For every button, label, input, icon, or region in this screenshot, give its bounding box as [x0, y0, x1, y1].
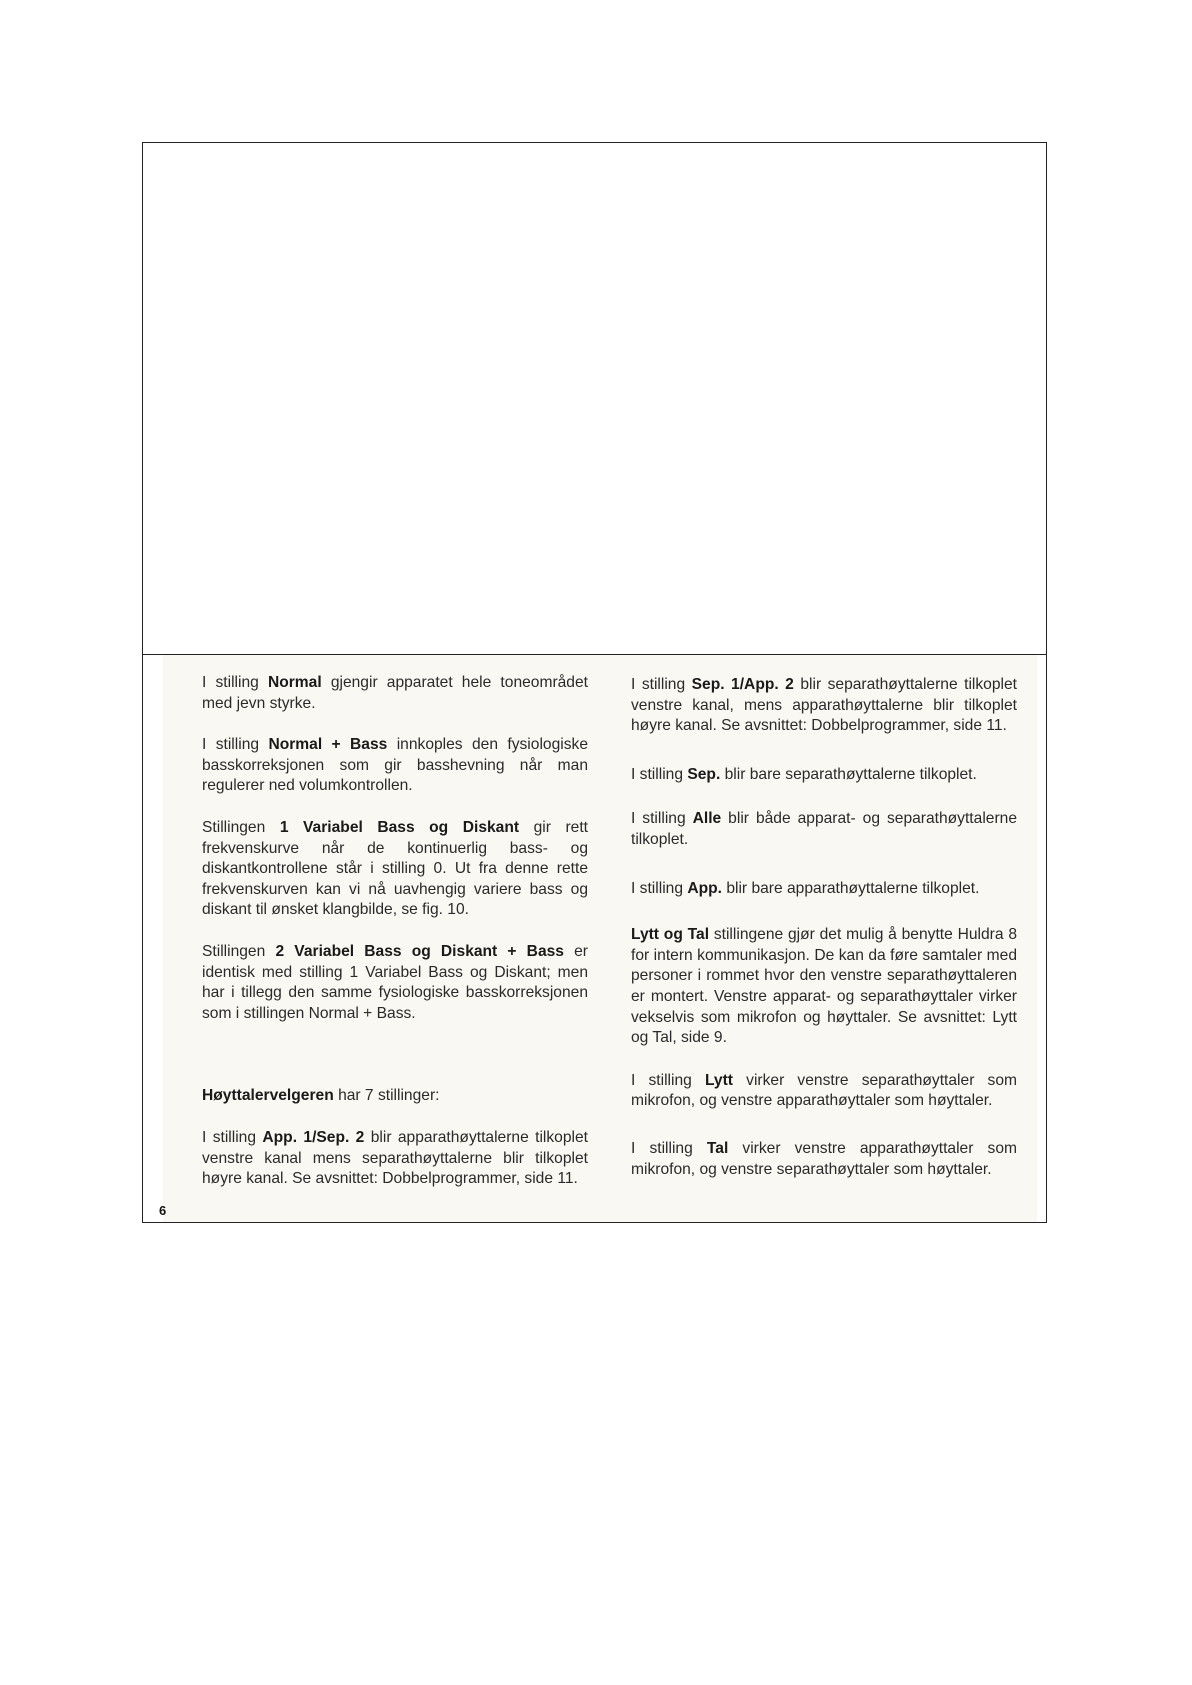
paragraph	[631, 765, 1017, 786]
blank-figure-area	[143, 143, 1046, 654]
bold-term: App. 1/Sep. 2	[262, 1128, 365, 1146]
paragraph	[631, 1139, 1017, 1180]
paragraph-text: I stilling	[631, 810, 693, 828]
page-number: 6	[159, 1203, 167, 1218]
paragraph-text: blir bare separathøyttalerne tilkoplet.	[720, 765, 977, 783]
paragraph-text: blir separathøyttalerne tilkoplet venstre kanal, mens apparathøyttalerne blir tilkoplet høyre kanal. Se avsnittet: Dobbelprogrammer, side 11.	[631, 676, 1017, 735]
paragraph-text: gjengir apparatet hele toneområdet med jevn styrke.	[202, 674, 588, 712]
bold-term: Sep.	[687, 765, 721, 783]
paragraph-text: gir rett frekvenskurve når de kontinuerlig bass- og diskantkontrollene står i stilling 0. Ut fra denne rette frekvenskurven kan vi nå uavhengig variere bass og diskant til ønsket klangbilde, se fig. 10.	[202, 818, 588, 919]
bold-term: 1 Variabel Bass og Diskant	[279, 818, 520, 836]
paragraph	[202, 818, 588, 921]
paragraph-text: er identisk med stilling 1 Variabel Bass og Diskant; men har i tillegg den samme fysiologiske basskorreksjonen som i stillingen Normal + Bass.	[202, 942, 588, 1022]
bold-term: App.	[687, 879, 722, 897]
paragraph-text: blir både apparat- og separathøyttalerne tilkoplet.	[631, 810, 1017, 848]
paragraph-text: Stillingen	[202, 942, 276, 960]
paragraph	[631, 925, 1017, 1049]
paragraph-text: virker venstre apparathøyttaler som mikrofon, og venstre separathøyttaler som høyttaler.	[631, 1139, 1017, 1178]
paragraph-text: har 7 stillinger:	[333, 1087, 440, 1105]
paragraph-text: I stilling	[631, 879, 688, 897]
paragraph-text: I stilling	[202, 674, 268, 691]
paragraph	[202, 673, 588, 714]
paragraph-text: I stilling	[631, 1139, 707, 1157]
scanned-text-page	[163, 655, 1037, 1222]
paragraph-text: blir bare apparathøyttalerne tilkoplet.	[722, 879, 980, 897]
paragraph	[631, 809, 1017, 850]
paragraph-text: I stilling	[631, 676, 692, 693]
bold-term: Normal + Bass	[268, 736, 388, 754]
paragraph-text: innkoples den fysiologiske basskorreksjonen som gir basshevning når man regulerer ned volumkontrollen.	[202, 736, 588, 795]
paragraph	[631, 675, 1017, 737]
paragraph-text: I stilling	[202, 1128, 263, 1146]
paragraph-text: I stilling	[631, 765, 688, 783]
paragraph-text: virker venstre separathøyttaler som mikrofon, og venstre apparathøyttaler som høyttaler.	[631, 1071, 1017, 1110]
bold-term: Lytt og Tal	[631, 926, 710, 944]
paragraph-text: Stillingen	[202, 818, 280, 836]
paragraph	[631, 1071, 1017, 1112]
paragraph-text: stillingene gjør det mulig å benytte Huldra 8 for intern kommunikasjon. De kan da føre samtaler med personer i rommet hvor den venstre separathøyttaleren er montert. Venstre apparat- og separathøyttaler virker vekselvis som mikrofon og høyttaler. Se avsnittet: Lytt og Tal, side 9.	[631, 926, 1017, 1047]
paragraph	[202, 942, 588, 1024]
bold-term: Tal	[706, 1139, 729, 1157]
paragraph	[202, 1128, 588, 1190]
bold-term: Normal	[267, 674, 322, 691]
bold-term: 2 Variabel Bass og Diskant + Bass	[275, 942, 564, 960]
paragraph	[202, 1086, 588, 1107]
bold-term: Sep. 1/App. 2	[691, 676, 794, 693]
bold-term: Høyttalervelgeren	[202, 1087, 334, 1105]
paragraph	[202, 735, 588, 797]
bold-term: Lytt	[704, 1071, 733, 1089]
right-column	[631, 675, 1017, 1180]
bold-term: Alle	[692, 810, 722, 828]
left-column	[202, 673, 588, 1190]
paragraph-text: blir apparathøyttalerne tilkoplet venstre kanal mens separathøyttalerne blir tilkoplet høyre kanal. Se avsnittet: Dobbelprogrammer, side 11.	[202, 1128, 588, 1188]
paragraph-text: I stilling	[631, 1071, 705, 1089]
paragraph-text: I stilling	[202, 736, 269, 754]
paragraph	[631, 879, 1017, 900]
page-frame	[142, 142, 1047, 1223]
